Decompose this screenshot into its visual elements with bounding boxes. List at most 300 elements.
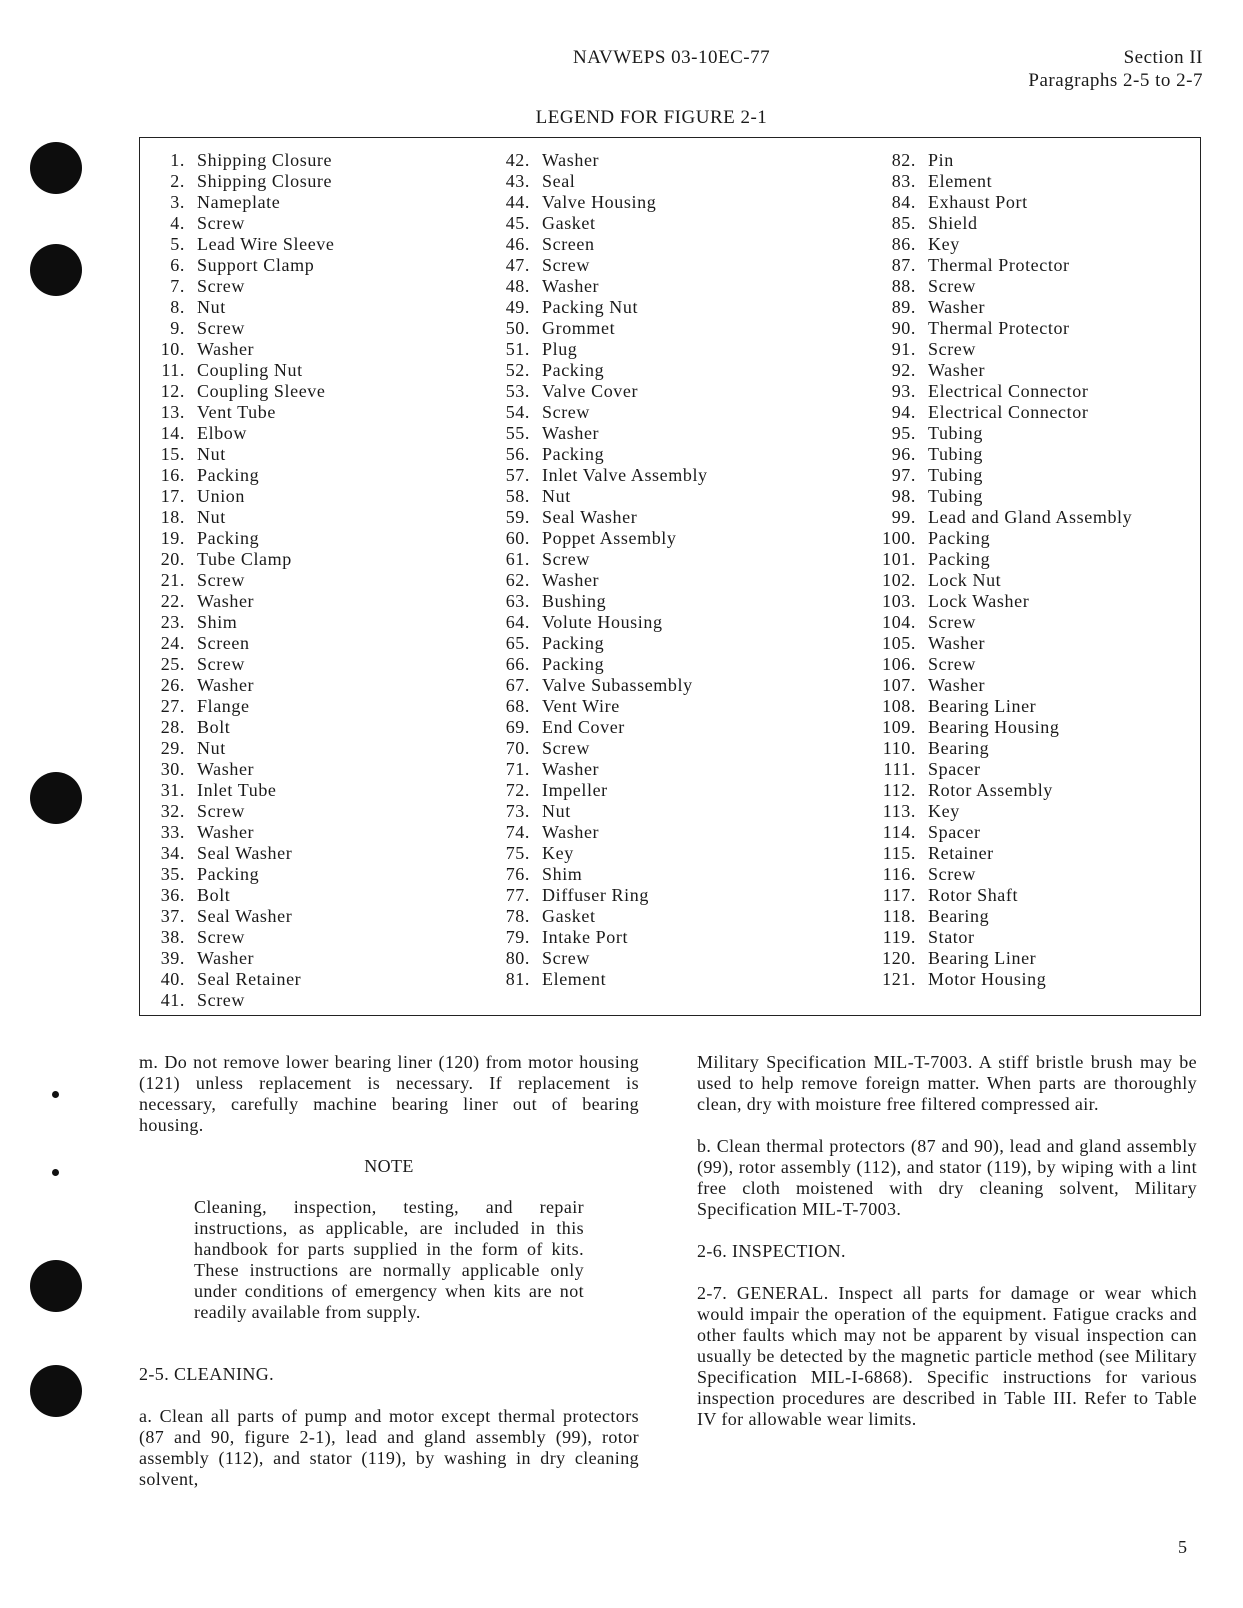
legend-item-number: 29. [160,738,185,758]
legend-item-label: Key [928,234,960,254]
legend-item [140,507,480,528]
legend-item-label: Poppet Assembly [542,528,677,548]
legend-item-number: 15. [160,444,185,464]
legend-item [140,402,480,423]
legend-item-label: Packing Nut [542,297,639,317]
legend-item [140,297,480,318]
legend-item-label: Shield [928,213,978,233]
legend-item [871,654,1201,675]
left-text-column [139,1052,639,1490]
legend-item-number: 9. [170,318,185,338]
legend-item-number: 52. [505,360,530,380]
legend-item-label: Packing [197,465,260,485]
legend-item-label: Washer [928,633,986,653]
legend-item-label: Washer [542,150,600,170]
paragraph-b: b. Clean thermal protectors (87 and 90), lead and gland assembly (99), rotor assembly (112), and stator (119), by wiping with a lint free cloth moistened with dry cleaning solvent, Military Specification MIL-T-7003. [697,1136,1197,1219]
legend-item-number: 55. [505,423,530,443]
legend-item-number: 68. [505,696,530,716]
legend-item [140,654,480,675]
legend-item [871,885,1201,906]
legend-item-number: 42. [505,150,530,170]
legend-item-label: Plug [542,339,578,359]
legend-item-number: 87. [891,255,916,275]
legend-item-label: Screw [928,864,976,884]
legend-item-number: 48. [505,276,530,296]
punch-dot [52,1091,59,1098]
legend-item-label: Vent Tube [197,402,276,422]
heading-cleaning: 2-5. CLEANING. [139,1364,275,1384]
legend-item [140,717,480,738]
legend-item-label: Nut [197,444,226,464]
legend-item [140,591,480,612]
legend-item [871,192,1201,213]
legend-item [490,255,870,276]
legend-item-label: Seal Washer [542,507,638,527]
legend-item [140,612,480,633]
legend-item-label: Bushing [542,591,607,611]
legend-item [871,465,1201,486]
legend-item-label: Washer [928,297,986,317]
legend-item-number: 102. [882,570,916,590]
binder-hole [30,244,82,296]
legend-item-label: Intake Port [542,927,629,947]
legend-item-label: Element [928,171,993,191]
binder-hole [30,1365,82,1417]
legend-item [490,234,870,255]
legend-item-number: 111. [883,759,916,779]
legend-item-number: 35. [160,864,185,884]
legend-item-number: 114. [882,822,916,842]
legend-item-number: 73. [505,801,530,821]
legend-column-2 [490,150,870,990]
legend-item-label: Shim [197,612,238,632]
legend-item-label: Element [542,969,607,989]
legend-item [490,969,870,990]
legend-item [490,507,870,528]
legend-item-number: 40. [160,969,185,989]
legend-item-label: Packing [542,633,605,653]
legend-item-number: 8. [170,297,185,317]
legend-item-label: Spacer [928,759,981,779]
legend-item-label: Washer [542,423,600,443]
legend-item [490,465,870,486]
legend-item [490,843,870,864]
legend-item-number: 27. [160,696,185,716]
paragraphs-label: Paragraphs 2-5 to 2-7 [1028,70,1203,91]
legend-item [490,528,870,549]
legend-item-number: 109. [882,717,916,737]
legend-item-label: Packing [928,528,991,548]
legend-item-number: 16. [160,465,185,485]
legend-item-number: 43. [505,171,530,191]
legend-item-number: 38. [160,927,185,947]
legend-item [490,276,870,297]
legend-item-number: 57. [505,465,530,485]
legend-item-number: 25. [160,654,185,674]
legend-item-number: 46. [505,234,530,254]
note-text: Cleaning, inspection, testing, and repair instructions, as applicable, are included in this handbook for parts supplied in the form of kits. These instructions are normally applicable only under conditions of emergency when kits are not readily available from supply. [194,1197,584,1322]
legend-item [871,318,1201,339]
legend-item-label: Screw [542,549,590,569]
legend-item [871,675,1201,696]
legend-item-label: Tubing [928,444,983,464]
legend-item-label: Screw [928,612,976,632]
legend-item-label: Washer [197,948,255,968]
legend-item [871,381,1201,402]
legend-item-number: 20. [160,549,185,569]
legend-item-label: Lead and Gland Assembly [928,507,1133,527]
legend-item-label: Bolt [197,885,231,905]
legend-item [140,234,480,255]
legend-item-number: 2. [170,171,185,191]
legend-item [140,213,480,234]
legend-item-number: 72. [505,780,530,800]
legend-item-number: 13. [160,402,185,422]
legend-item [490,549,870,570]
legend-item-label: Coupling Sleeve [197,381,326,401]
legend-item [871,759,1201,780]
binder-hole [30,142,82,194]
legend-item-number: 1. [170,150,185,170]
legend-item [871,339,1201,360]
legend-item [490,654,870,675]
legend-item [871,948,1201,969]
legend-item-label: Exhaust Port [928,192,1028,212]
legend-item-number: 54. [505,402,530,422]
legend-item-label: Lead Wire Sleeve [197,234,335,254]
note-heading: NOTE [364,1156,414,1176]
legend-item-label: Nut [542,486,571,506]
legend-item-label: Bearing [928,738,990,758]
legend-item-label: Screw [197,927,245,947]
legend-item-number: 59. [505,507,530,527]
legend-item-number: 71. [505,759,530,779]
legend-item [871,570,1201,591]
legend-item [140,570,480,591]
legend-item-number: 74. [505,822,530,842]
legend-item-label: Screw [542,402,590,422]
legend-item [140,885,480,906]
legend-item-number: 76. [505,864,530,884]
legend-item-number: 86. [891,234,916,254]
legend-item-label: Electrical Connector [928,381,1089,401]
paragraph-2-7: 2-7. GENERAL. Inspect all parts for damage or wear which would impair the operation of the equipment. Fatigue cracks and other faults which may not be apparent by visual inspection can usually be detected by the magnetic particle method (see Military Specification MIL-I-6868). Specific instructions for various inspection procedures are described in Table III. Refer to Table IV for allowable wear limits. [697,1283,1197,1429]
legend-item [871,402,1201,423]
legend-item-label: Screw [197,318,245,338]
legend-item-number: 99. [891,507,916,527]
legend-item [871,612,1201,633]
legend-item [140,948,480,969]
legend-item-label: Washer [197,339,255,359]
legend-item-number: 98. [891,486,916,506]
legend-item-label: Electrical Connector [928,402,1089,422]
legend-item-number: 85. [891,213,916,233]
legend-column-1 [140,150,480,1011]
legend-item-number: 92. [891,360,916,380]
legend-item-number: 7. [170,276,185,296]
legend-item-number: 66. [505,654,530,674]
legend-item-number: 49. [505,297,530,317]
legend-item [871,171,1201,192]
legend-item [140,696,480,717]
legend-item [140,528,480,549]
legend-item-number: 30. [160,759,185,779]
legend-item [140,150,480,171]
legend-item [490,612,870,633]
legend-item-label: Bearing Housing [928,717,1060,737]
legend-item-number: 116. [882,864,916,884]
legend-item-label: Screw [928,339,976,359]
paragraph-m: m. Do not remove lower bearing liner (120) from motor housing (121) unless replacement is necessary. If replacement is necessary, carefully machine bearing liner out of bearing housing. [139,1052,639,1135]
legend-item-label: Motor Housing [928,969,1047,989]
legend-item-label: Screw [197,801,245,821]
legend-item-label: Nut [197,738,226,758]
legend-item-number: 70. [505,738,530,758]
legend-item-number: 4. [170,213,185,233]
legend-item-number: 18. [160,507,185,527]
legend-item-label: Washer [928,675,986,695]
legend-item-label: Lock Washer [928,591,1030,611]
legend-item-label: Flange [197,696,250,716]
legend-item-number: 6. [170,255,185,275]
legend-item-label: Shipping Closure [197,171,333,191]
legend-item-number: 36. [160,885,185,905]
legend-item-number: 83. [891,171,916,191]
legend-item-number: 90. [891,318,916,338]
legend-item-label: Shipping Closure [197,150,333,170]
legend-item [871,717,1201,738]
legend-item-number: 44. [505,192,530,212]
legend-item [490,822,870,843]
legend-item-label: Packing [197,864,260,884]
legend-item-label: Volute Housing [542,612,663,632]
legend-item-label: Stator [928,927,975,947]
paragraph-a-continued: Military Specification MIL-T-7003. A stiff bristle brush may be used to help remove foreign matter. When parts are thoroughly clean, dry with moisture free filtered compressed air. [697,1052,1197,1114]
legend-item-number: 67. [505,675,530,695]
legend-item-label: Gasket [542,906,596,926]
legend-item-label: Tubing [928,465,983,485]
legend-item-number: 121. [882,969,916,989]
legend-item-number: 23. [160,612,185,632]
legend-item [490,570,870,591]
legend-item-label: Screw [197,276,245,296]
legend-item-number: 118. [882,906,916,926]
binder-hole [30,1260,82,1312]
legend-item-label: Packing [928,549,991,569]
legend-item [140,633,480,654]
legend-item-number: 65. [505,633,530,653]
legend-item-number: 33. [160,822,185,842]
legend-item [490,381,870,402]
legend-item [140,906,480,927]
legend-item-label: Washer [197,675,255,695]
legend-item [140,969,480,990]
legend-item [490,591,870,612]
legend-item-number: 56. [505,444,530,464]
legend-item-number: 58. [505,486,530,506]
legend-item-label: Screw [542,738,590,758]
legend-item [490,906,870,927]
legend-item-label: Gasket [542,213,596,233]
legend-item-number: 94. [891,402,916,422]
legend-item [871,549,1201,570]
legend-item-number: 106. [882,654,916,674]
legend-item [490,171,870,192]
legend-item [871,633,1201,654]
legend-item-number: 5. [170,234,185,254]
legend-item [140,927,480,948]
legend-item-number: 17. [160,486,185,506]
legend-item-label: Rotor Shaft [928,885,1019,905]
legend-item-label: Key [928,801,960,821]
legend-item-number: 41. [160,990,185,1010]
legend-item-number: 69. [505,717,530,737]
heading-inspection: 2-6. INSPECTION. [697,1241,846,1261]
legend-item [490,297,870,318]
legend-item-number: 110. [882,738,916,758]
legend-item-label: Nut [197,297,226,317]
right-text-column [697,1052,1197,1430]
legend-item [490,213,870,234]
legend-table [139,137,1201,1016]
legend-item-number: 37. [160,906,185,926]
legend-item-number: 51. [505,339,530,359]
document-id: NAVWEPS 03-10EC-77 [573,47,771,68]
legend-item [140,318,480,339]
legend-item-label: Shim [542,864,583,884]
legend-item [490,927,870,948]
legend-item-label: Screen [542,234,595,254]
legend-item [871,507,1201,528]
legend-item [490,738,870,759]
legend-item-number: 120. [882,948,916,968]
binder-hole [30,772,82,824]
legend-item-label: Key [542,843,574,863]
legend-item-label: Washer [197,591,255,611]
legend-item-number: 64. [505,612,530,632]
legend-item-number: 11. [161,360,185,380]
legend-item-label: Lock Nut [928,570,1002,590]
legend-item-label: Washer [197,759,255,779]
legend-item-number: 119. [882,927,916,947]
legend-item-label: Valve Housing [542,192,657,212]
legend-item-label: Screw [542,948,590,968]
legend-item [140,780,480,801]
legend-item-label: Thermal Protector [928,255,1070,275]
legend-item [140,360,480,381]
legend-item [140,990,480,1011]
legend-item-number: 104. [882,612,916,632]
legend-item [140,465,480,486]
legend-item [490,150,870,171]
legend-column-3 [871,150,1201,990]
legend-item-number: 47. [505,255,530,275]
legend-item [490,633,870,654]
legend-item-number: 80. [505,948,530,968]
legend-item-label: Washer [542,276,600,296]
legend-item-number: 117. [882,885,916,905]
legend-item [871,255,1201,276]
legend-item [490,360,870,381]
legend-item [140,423,480,444]
legend-item [871,360,1201,381]
legend-item-number: 50. [505,318,530,338]
legend-item [871,864,1201,885]
legend-item-label: Screw [197,570,245,590]
legend-item [871,276,1201,297]
legend-item-label: Seal Washer [197,843,293,863]
legend-item-number: 84. [891,192,916,212]
legend-item [871,843,1201,864]
legend-item [871,780,1201,801]
legend-item-label: Bearing Liner [928,948,1037,968]
legend-item-label: Washer [542,570,600,590]
legend-item-label: Nut [197,507,226,527]
legend-item-label: Pin [928,150,954,170]
legend-item-label: Nameplate [197,192,281,212]
legend-item [871,591,1201,612]
legend-item-number: 31. [160,780,185,800]
legend-item-number: 26. [160,675,185,695]
legend-item [140,549,480,570]
legend-item-number: 12. [160,381,185,401]
legend-item-label: Inlet Tube [197,780,277,800]
legend-item [871,486,1201,507]
legend-item-label: Washer [928,360,986,380]
legend-item [140,276,480,297]
legend-item [140,675,480,696]
legend-item [490,864,870,885]
legend-item [871,738,1201,759]
legend-item [140,864,480,885]
legend-item-number: 89. [891,297,916,317]
legend-item-label: Support Clamp [197,255,315,275]
section-label: Section II [1123,47,1203,68]
legend-item [490,759,870,780]
legend-item [871,444,1201,465]
legend-item-number: 75. [505,843,530,863]
legend-item-label: Seal [542,171,576,191]
legend-item [140,486,480,507]
legend-item [140,192,480,213]
legend-item [871,927,1201,948]
legend-item-number: 19. [160,528,185,548]
legend-item-number: 45. [505,213,530,233]
legend-item-number: 24. [160,633,185,653]
page-number: 5 [1178,1537,1187,1557]
legend-item-number: 10. [160,339,185,359]
legend-item [490,696,870,717]
legend-item-number: 113. [882,801,916,821]
legend-item [871,696,1201,717]
legend-item-label: Vent Wire [542,696,620,716]
legend-item-number: 22. [160,591,185,611]
legend-item-number: 28. [160,717,185,737]
legend-item-label: Retainer [928,843,994,863]
legend-item-number: 34. [160,843,185,863]
legend-item [871,213,1201,234]
legend-item [140,381,480,402]
legend-item-label: Tube Clamp [197,549,292,569]
legend-item-label: Grommet [542,318,616,338]
legend-item [490,780,870,801]
legend-item-number: 91. [891,339,916,359]
legend-item-number: 79. [505,927,530,947]
legend-item [490,444,870,465]
legend-item-number: 115. [882,843,916,863]
legend-item-label: Impeller [542,780,608,800]
legend-item-label: Screw [928,654,976,674]
